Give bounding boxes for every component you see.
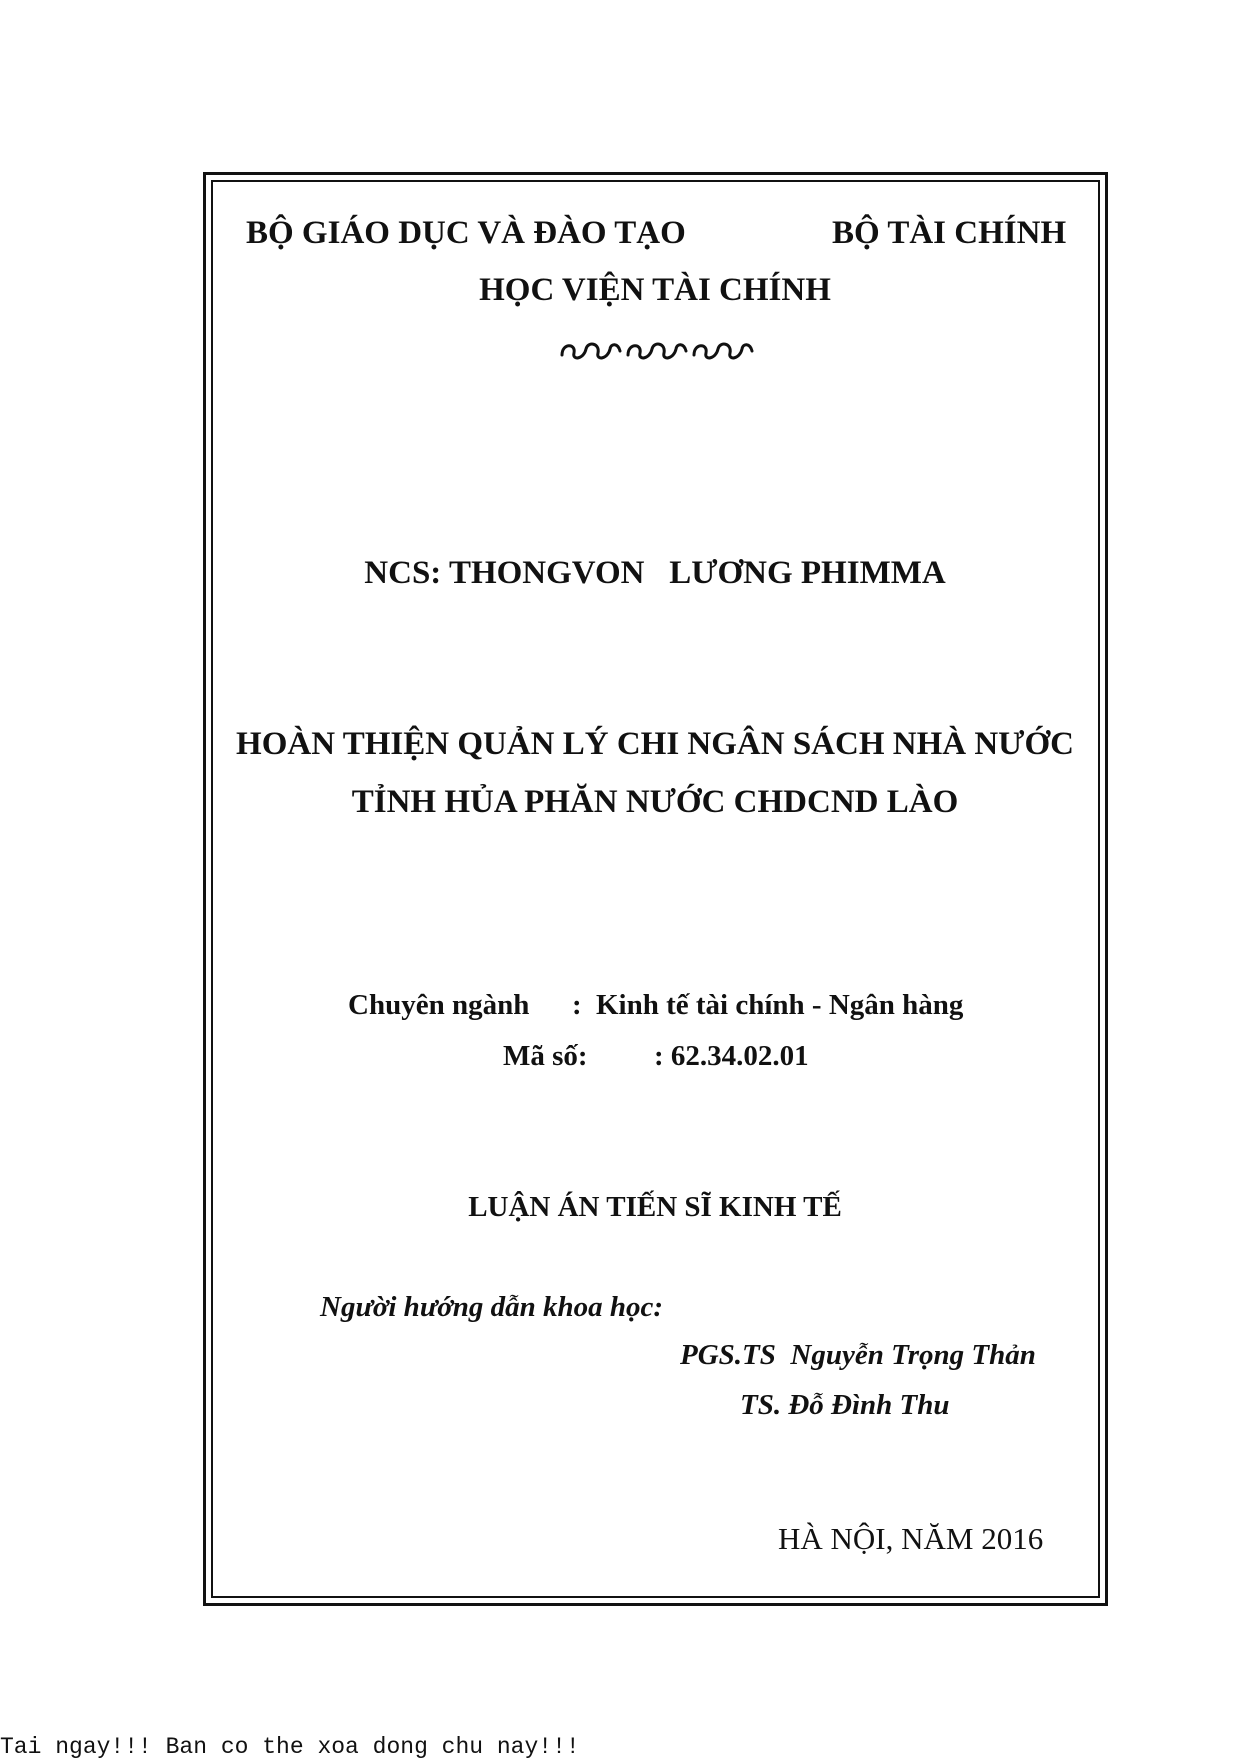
page-border-inner xyxy=(211,180,1100,1598)
decorative-ornament xyxy=(558,335,758,363)
ministry-finance-heading: BỘ TÀI CHÍNH xyxy=(832,215,1067,251)
institute-heading: HỌC VIỆN TÀI CHÍNH xyxy=(479,272,831,308)
ministry-education-heading: BỘ GIÁO DỤC VÀ ĐÀO TẠO xyxy=(246,215,686,251)
code-value: : 62.34.02.01 xyxy=(654,1040,809,1072)
place-and-year: HÀ NỘI, NĂM 2016 xyxy=(778,1521,1044,1556)
specialization-value: Kinh tế tài chính - Ngân hàng xyxy=(596,989,964,1021)
specialization-colon: : xyxy=(572,989,582,1021)
advisor-2: TS. Đỗ Đình Thu xyxy=(740,1389,950,1421)
footer-watermark-note: Tai ngay!!! Ban co the xoa dong chu nay!!! xyxy=(0,1734,580,1760)
degree-title: LUẬN ÁN TIẾN SĨ KINH TẾ xyxy=(468,1191,842,1223)
thesis-title-line2: TỈNH HỦA PHĂN NƯỚC CHDCND LÀO xyxy=(351,784,959,820)
advisors-label: Người hướng dẫn khoa học: xyxy=(320,1291,664,1323)
code-label: Mã số: xyxy=(503,1040,588,1072)
specialization-label: Chuyên ngành xyxy=(348,989,530,1021)
thesis-title-line1: HOÀN THIỆN QUẢN LÝ CHI NGÂN SÁCH NHÀ NƯỚC xyxy=(236,726,1074,762)
author-name: NCS: THONGVON LƯƠNG PHIMMA xyxy=(364,555,946,591)
advisor-1: PGS.TS Nguyễn Trọng Thản xyxy=(680,1339,1036,1371)
